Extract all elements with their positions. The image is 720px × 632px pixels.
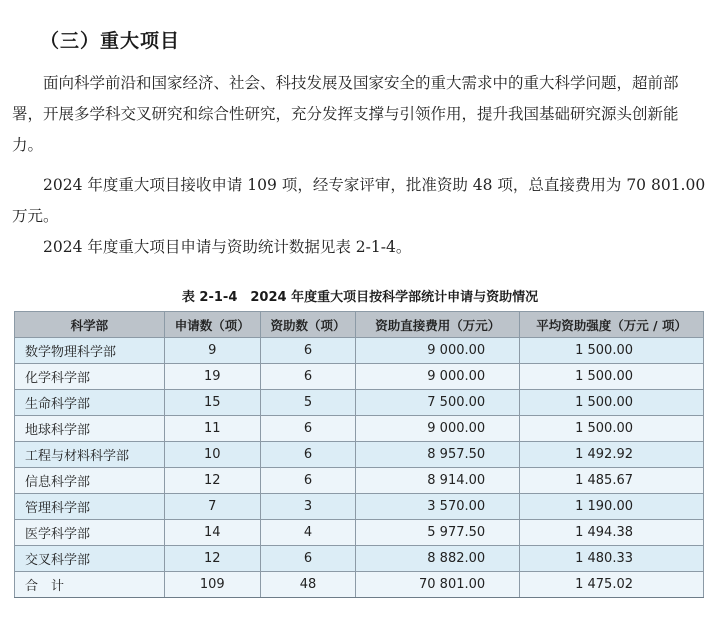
cell-direct-cost: 7 500.00 [356,390,520,416]
cell-applications: 10 [164,442,260,468]
table-row [15,494,704,520]
paragraph-table-reference: 2024 年度重大项目申请与资助统计数据见表 2-1-4。 [43,238,412,256]
statistics-table [14,311,704,598]
cell-average-intensity: 1 500.00 [520,338,704,364]
table-header-row [15,312,704,338]
cell-average-intensity: 1 494.38 [520,520,704,546]
table-row [15,520,704,546]
cell-department: 医学科学部 [15,520,165,546]
table-row [15,390,704,416]
cell-applications: 19 [164,364,260,390]
cell-applications: 11 [164,416,260,442]
table-caption: 表 2-1-4 2024 年度重大项目按科学部统计申请与资助情况 [181,290,539,305]
cell-average-intensity: 1 190.00 [520,494,704,520]
cell-total-label: 合 计 [15,572,165,598]
header-department: 科学部 [15,312,165,338]
table-row [15,364,704,390]
cell-applications: 14 [164,520,260,546]
cell-funded: 5 [260,390,356,416]
cell-direct-cost: 8 914.00 [356,468,520,494]
cell-department: 地球科学部 [15,416,165,442]
section-title: （三）重大项目 [40,30,181,52]
header-direct-cost: 资助直接费用（万元） [356,312,520,338]
cell-applications: 12 [164,468,260,494]
cell-funded: 6 [260,338,356,364]
cell-applications: 9 [164,338,260,364]
cell-average-intensity: 1 500.00 [520,364,704,390]
header-applications: 申请数（项） [164,312,260,338]
table-row [15,468,704,494]
cell-direct-cost: 9 000.00 [356,416,520,442]
cell-department: 信息科学部 [15,468,165,494]
cell-direct-cost: 3 570.00 [356,494,520,520]
cell-funded: 6 [260,468,356,494]
cell-average-intensity: 1 480.33 [520,546,704,572]
cell-average-intensity: 1 492.92 [520,442,704,468]
cell-average-intensity: 1 485.67 [520,468,704,494]
cell-total-direct-cost: 70 801.00 [356,572,520,598]
cell-department: 工程与材料科学部 [15,442,165,468]
cell-applications: 7 [164,494,260,520]
table-row [15,442,704,468]
paragraph-intro: 面向科学前沿和国家经济、社会、科技发展及国家安全的重大需求中的重大科学问题，超前部署，开展多学科交叉研究和综合性研究，充分发挥支撑与引领作用，提升我国基础研究源头创新能力。 [12,74,679,154]
cell-department: 管理科学部 [15,494,165,520]
table-row [15,338,704,364]
cell-direct-cost: 8 957.50 [356,442,520,468]
cell-department: 交叉科学部 [15,546,165,572]
cell-direct-cost: 9 000.00 [356,364,520,390]
paragraph-summary: 2024 年度重大项目接收申请 109 项，经专家评审，批准资助 48 项，总直接费用为 70 801.00 万元。 [12,176,706,225]
cell-direct-cost: 8 882.00 [356,546,520,572]
cell-funded: 6 [260,416,356,442]
table-row [15,546,704,572]
header-average-intensity: 平均资助强度（万元 / 项） [520,312,704,338]
cell-funded: 3 [260,494,356,520]
cell-applications: 15 [164,390,260,416]
cell-total-applications: 109 [164,572,260,598]
header-funded: 资助数（项） [260,312,356,338]
cell-department: 化学科学部 [15,364,165,390]
cell-funded: 6 [260,546,356,572]
cell-department: 数学物理科学部 [15,338,165,364]
table-total-row [15,572,704,598]
cell-applications: 12 [164,546,260,572]
cell-total-average-intensity: 1 475.02 [520,572,704,598]
table-row [15,416,704,442]
cell-average-intensity: 1 500.00 [520,416,704,442]
cell-funded: 6 [260,442,356,468]
cell-direct-cost: 9 000.00 [356,338,520,364]
cell-total-funded: 48 [260,572,356,598]
cell-funded: 4 [260,520,356,546]
cell-direct-cost: 5 977.50 [356,520,520,546]
cell-department: 生命科学部 [15,390,165,416]
cell-funded: 6 [260,364,356,390]
cell-average-intensity: 1 500.00 [520,390,704,416]
